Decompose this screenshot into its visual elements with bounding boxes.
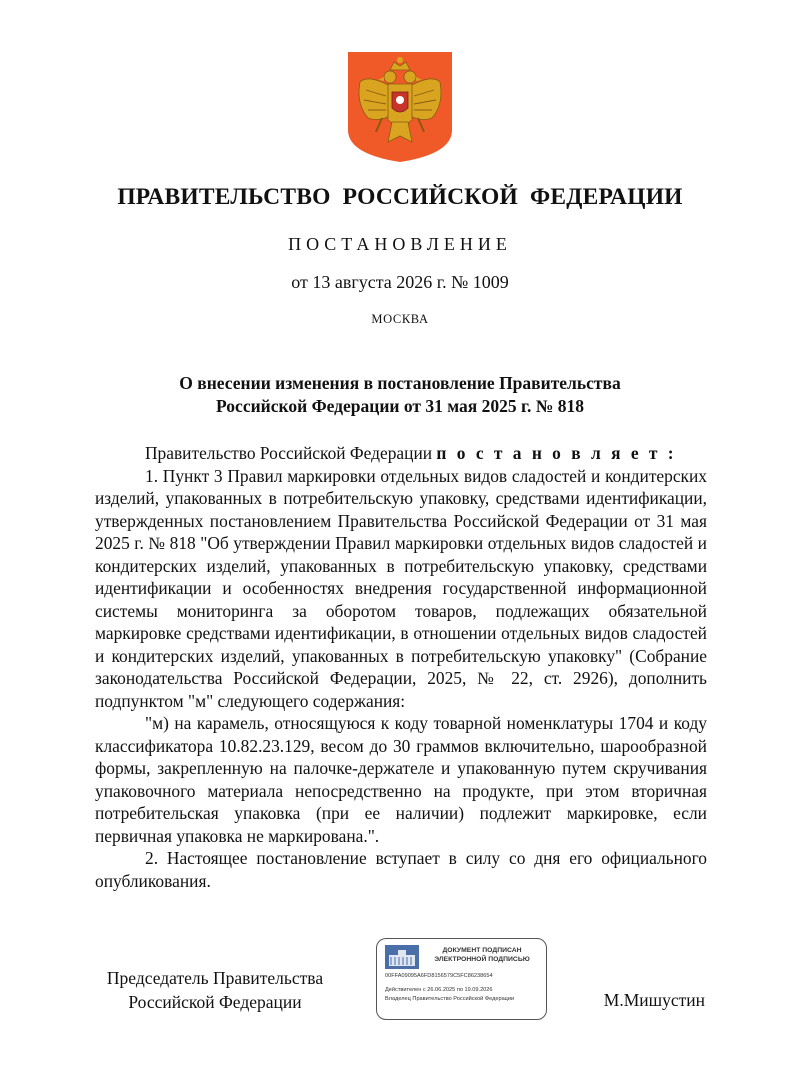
signatory-name: М.Мишустин xyxy=(603,990,705,1010)
paragraph-1: 1. Пункт 3 Правил маркировки отдельных видов сладостей и кондитерских изделий, упакованных в потребительскую упаковку, средствами идентификации, утвержденных постановлением Правительства Российской Федерации от 31 мая 2025 г. № 818 "Об утверждении Правил маркировки отдельных видов сладостей и кондитерских изделий, упакованных в потребительскую упаковку, средствами идентификации и особенностях внедрения государственной информационной системы мониторинга за оборотом товаров, подлежащих обязательной маркировке средствами идентификации, в отношении отдельных видов сладостей и кондитерских изделий, упакованных в потребительскую упаковку" (Собрание законодательства Российской Федерации, 2025, № 22, ст. 2926), дополнить подпунктом "м" следующего содержания: xyxy=(95,465,707,711)
stamp-certificate: 00FFA09095A6FD8156579C5FC86238654 xyxy=(385,973,493,979)
document-subject xyxy=(0,372,800,418)
stamp-title xyxy=(423,947,541,964)
subject-line-1: О внесении изменения в постановление Правительства xyxy=(179,373,621,393)
electronic-signature-stamp xyxy=(376,938,547,1020)
government-title: ПРАВИТЕЛЬСТВО РОССИЙСКОЙ ФЕДЕРАЦИИ xyxy=(117,184,683,210)
government-building-icon xyxy=(385,945,419,969)
intro-verb: п о с т а н о в л я е т : xyxy=(436,443,677,463)
stamp-owner: Владелец Правительство Российской Федерации xyxy=(385,996,515,1002)
stamp-validity: Действителен с 26.06.2025 по 19.09.2026 xyxy=(385,987,493,993)
intro-paragraph xyxy=(95,442,707,465)
stamp-title-line-2: ЭЛЕКТРОННОЙ ПОДПИСЬЮ xyxy=(434,955,530,963)
document-date-number: от 13 августа 2026 г. № 1009 xyxy=(291,272,509,292)
paragraph-2: 2. Настоящее постановление вступает в силу со дня его официального опубликования. xyxy=(95,848,707,891)
stamp-title-line-1: ДОКУМЕНТ ПОДПИСАН xyxy=(442,947,522,954)
subject-line-2: Российской Федерации от 31 мая 2025 г. № 818 xyxy=(216,396,584,416)
document-city: МОСКВА xyxy=(371,312,429,326)
signatory-position xyxy=(95,966,335,1014)
intro-text: Правительство Российской Федерации xyxy=(145,443,437,463)
document-type: ПОСТАНОВЛЕНИЕ xyxy=(288,234,512,254)
document-body xyxy=(95,442,707,892)
coat-of-arms-emblem xyxy=(346,50,454,164)
paragraph-quote: "м) на карамель, относящуюся к коду товарной номенклатуры 1704 и коду классификатора 10.82.23.129, весом до 30 граммов включительно, шарообразной формы, закрепленную на палочке-держателе и упакованную путем скручивания упаковочного материала непосредственно на продукте, при этом вторичная потребительская упаковка (при ее наличии) подлежит маркировке, если первичная упаковка не маркирована.". xyxy=(95,713,707,846)
position-line-1: Председатель Правительства xyxy=(106,968,324,988)
position-line-2: Российской Федерации xyxy=(128,992,302,1012)
